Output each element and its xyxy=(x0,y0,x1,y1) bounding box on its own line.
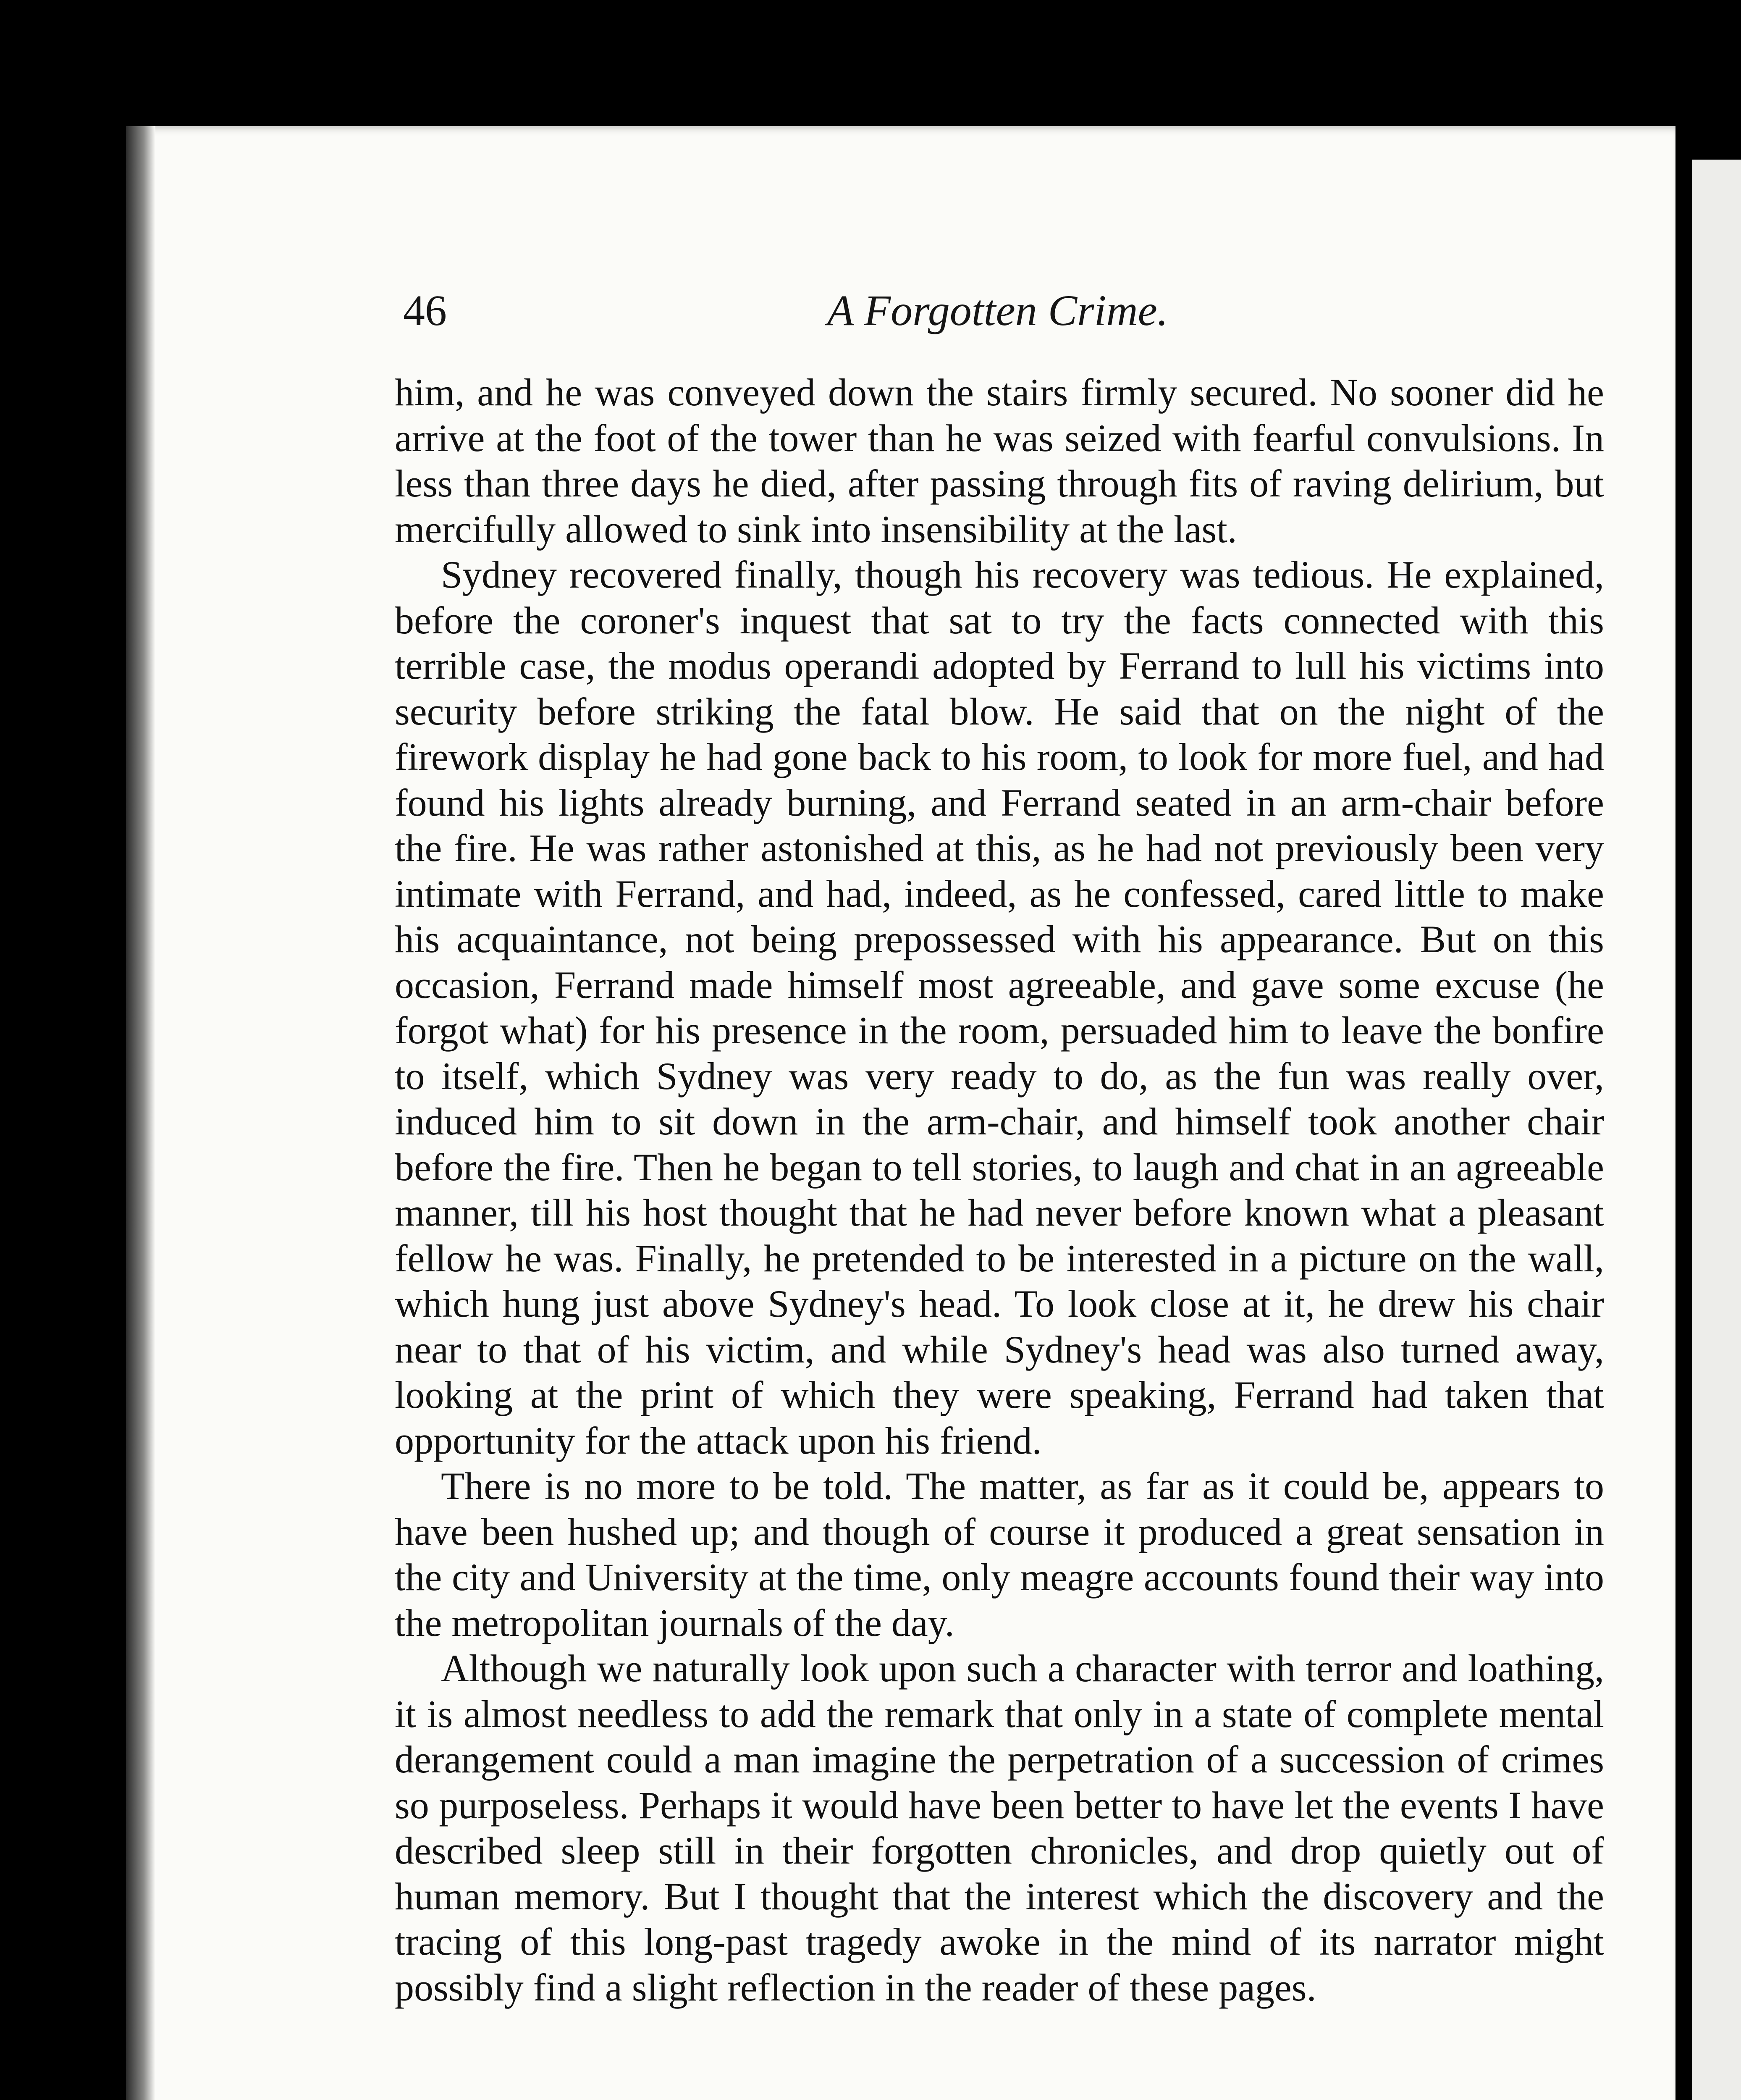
facing-page-edge xyxy=(1692,160,1741,2100)
paragraph-2: Sydney recovered finally, though his recovery was tedious. He explained, before the coroner's inquest that sat to try the facts connected with this terrible case, the modus operandi adopted by Ferrand to lull his victims into security before striking the fatal blow. He said that on the night of the firework display he had gone back to his room, to look for more fuel, and had found his lights already burning, and Ferrand seated in an arm-chair before the fire. He was rather astonished at this, as he had not previously been very intimate with Ferrand, and had, indeed, as he confessed, cared little to make his acquaintance, not being prepossessed with his appearance. But on this occasion, Ferrand made himself most agreeable, and gave some excuse (he forgot what) for his presence in the room, persuaded him to leave the bonfire to itself, which Sydney was very ready to do, as the fun was really over, induced him to sit down in the arm-chair, and himself took another chair before the fire. Then he began to tell stories, to laugh and chat in an agreeable manner, till his host thought that he had never before known what a pleasant fellow he was. Finally, he pretended to be interested in a picture on the wall, which hung just above Sydney's head. To look close at it, he drew his chair near to that of his victim, and while Sydney's head was also turned away, looking at the print of which they were speaking, Ferrand had taken that opportunity for the attack upon his friend. xyxy=(395,553,1604,1462)
paragraph-3: There is no more to be told. The matter, as far as it could be, appears to have been hushed up; and though of course it produced a great sensation in the city and University at the time, only meagre accounts found their way into the metropolitan journals of the day. xyxy=(395,1465,1604,1644)
paragraph-1: him, and he was conveyed down the stairs firmly secured. No sooner did he arrive at the foot of the tower than he was seized with fearful convulsions. In less than three days he died, after passing through fits of raving delirium, but mercifully allowed to sink into insensibility at the last. xyxy=(395,371,1604,551)
running-title: A Forgotten Crime. xyxy=(827,286,1168,335)
page-number: 46 xyxy=(403,286,447,335)
paragraph-4: Although we naturally look upon such a character with terror and loathing, it is almost needless to add the remark that only in a state of complete mental derangement could a man imagine the perpetration of a succession of crimes so purposeless. Perhaps it would have been better to have let the events I have described sleep still in their forgotten chronicles, and drop quietly out of human memory. But I thought that the interest which the discovery and the tracing of this long-past tragedy awoke in the mind of its narrator might possibly find a slight reflection in the reader of these pages. xyxy=(395,1647,1604,2009)
book-page xyxy=(126,126,1675,2100)
running-head xyxy=(403,281,1621,340)
page-gutter-shadow xyxy=(126,126,155,2100)
body-text xyxy=(395,370,1604,2010)
